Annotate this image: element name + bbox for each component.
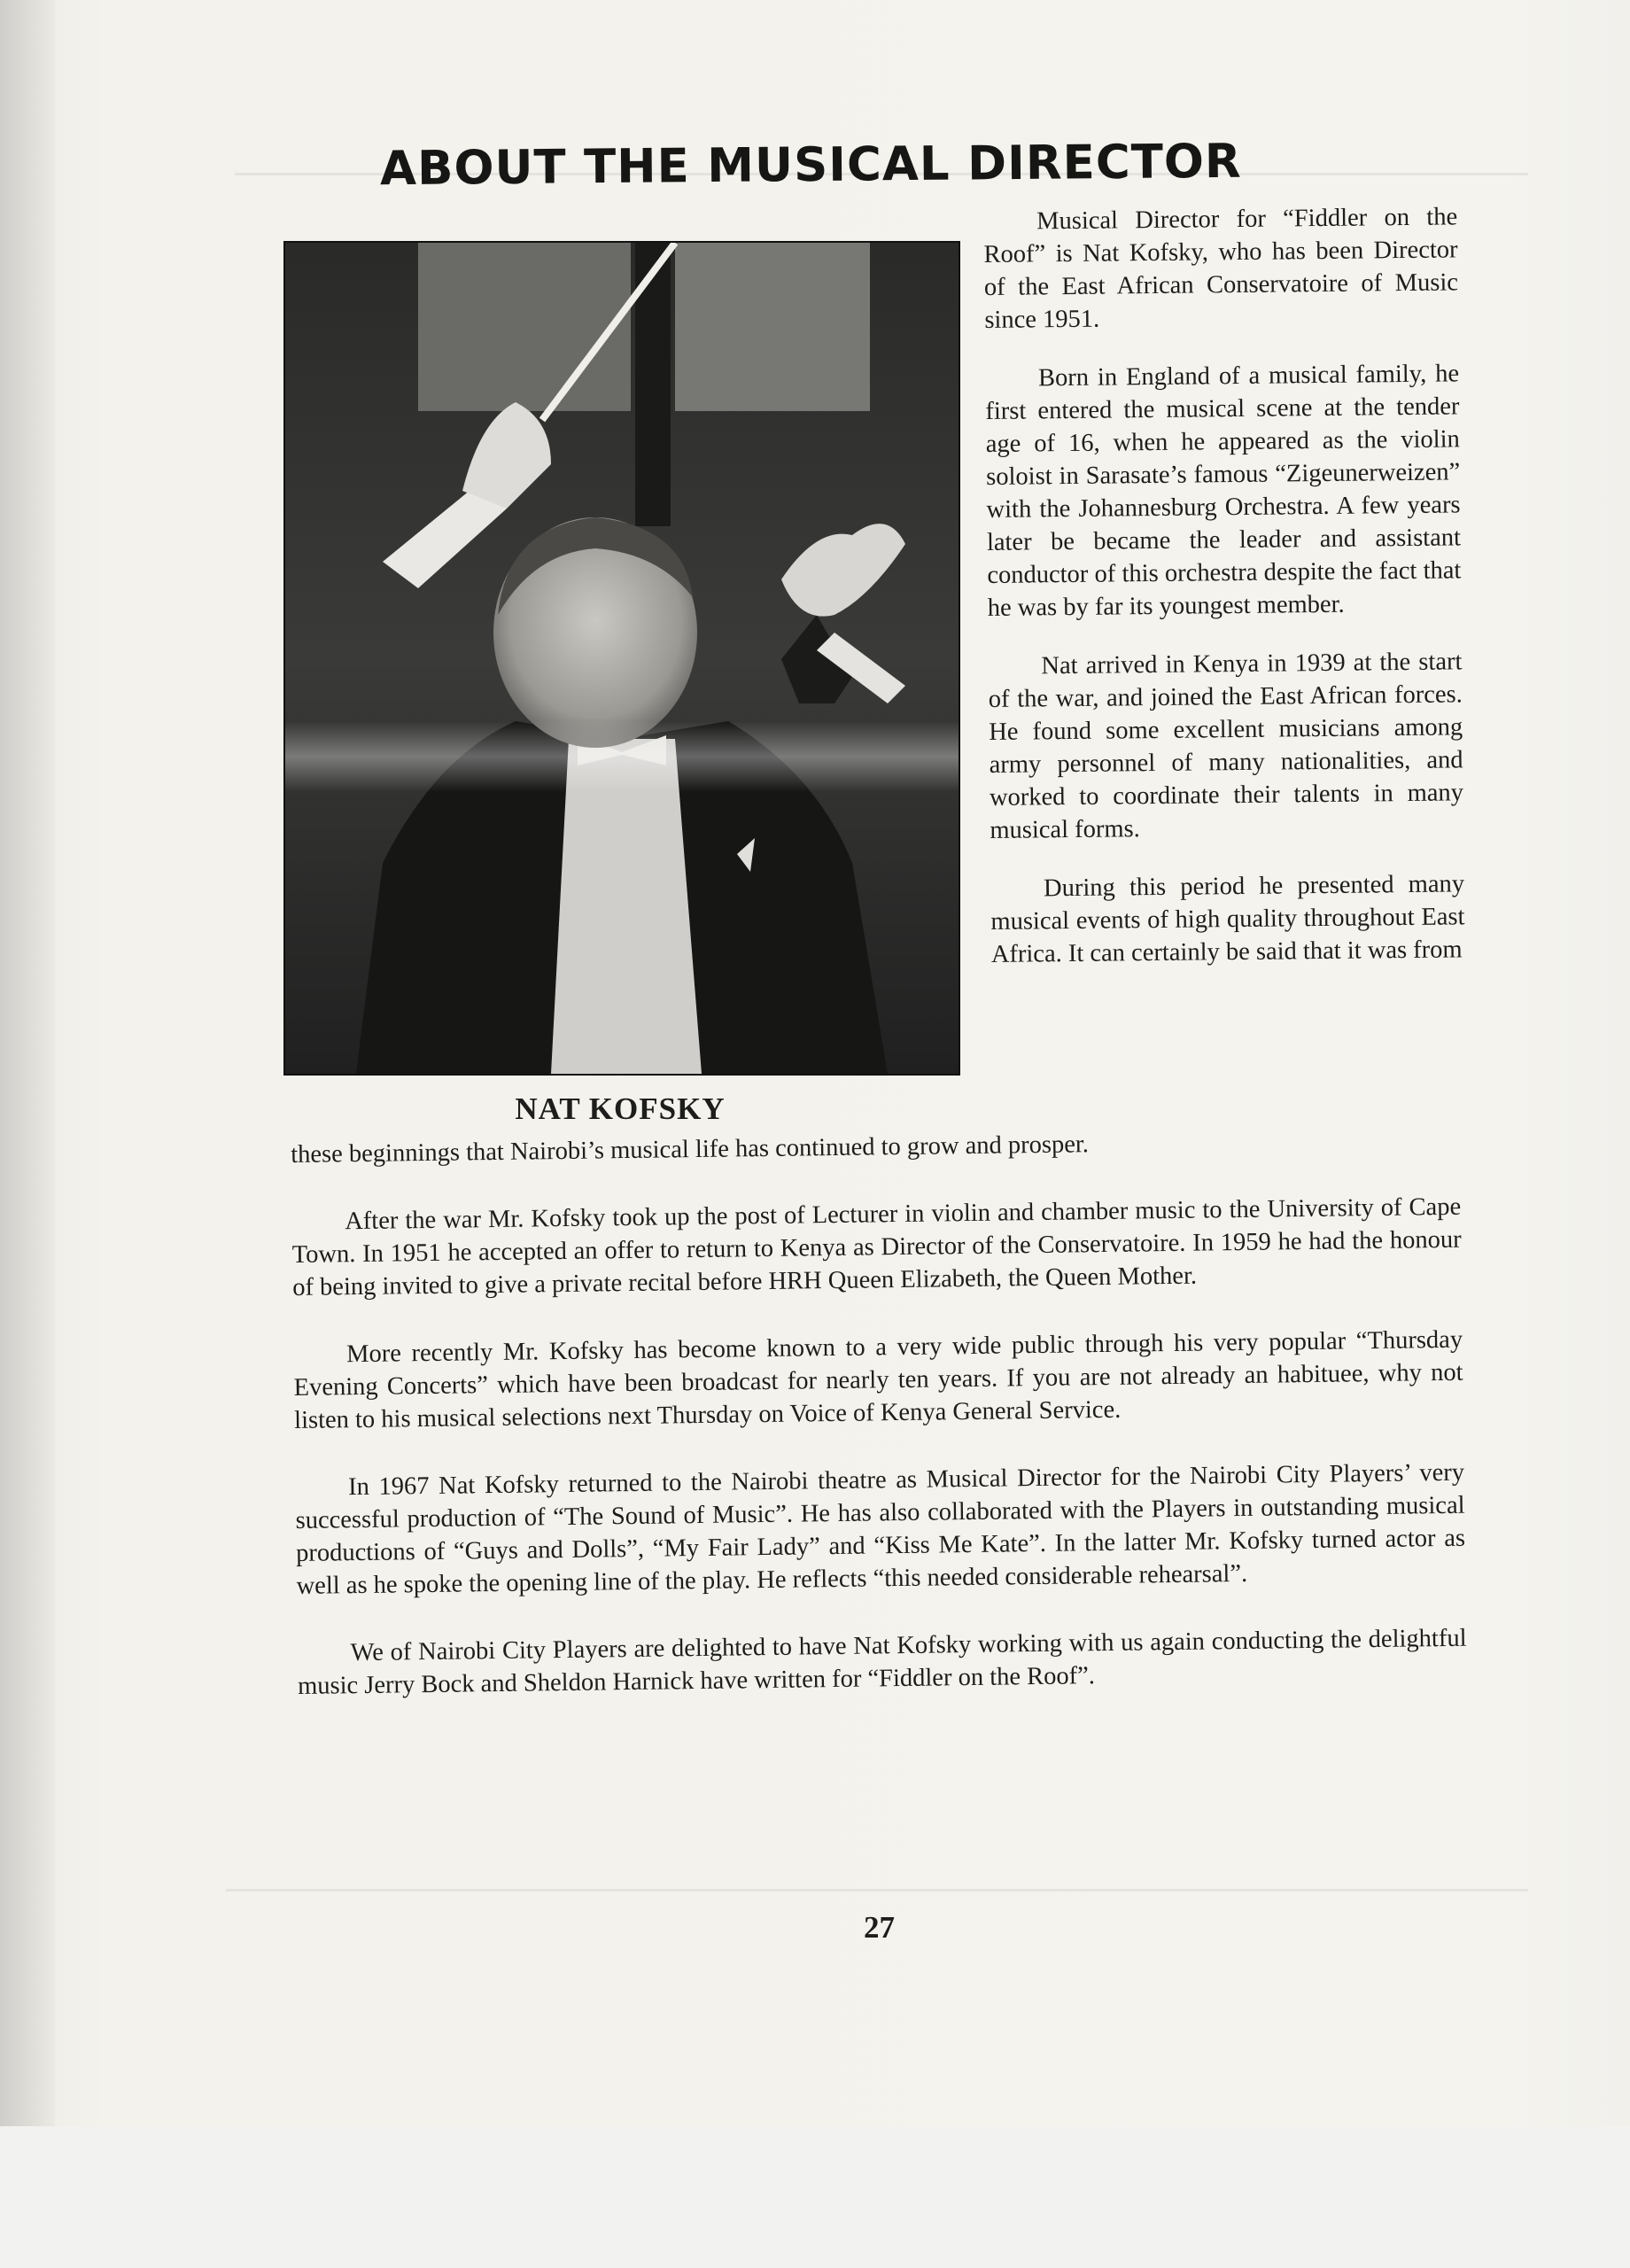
main-paragraph: More recently Mr. Kofsky has become known to a very wide public through his very popular “Thursday Evening Concerts” which have been broadcast for nearly ten years. If you are not already an habituee, why not listen to his musical selections next Thursday on Voice of Kenya General Service. bbox=[293, 1325, 1463, 1434]
page-spine-shadow bbox=[0, 0, 55, 2126]
photo-caption: NAT KOFSKY bbox=[515, 1091, 726, 1126]
main-paragraph: In 1967 Nat Kofsky returned to the Nairobi theatre as Musical Director for the Nairobi City Players’ very successful production of “The Sound of Music”. He has also collaborated with the Players in outstanding musical productions of “Guys and Dolls”, “My Fair Lady” and “Kiss Me Kate”. In the latter Mr. Kofsky turned actor as well as he spoke the opening line of the play. He reflects “this needed considerable rehearsal”. bbox=[295, 1458, 1466, 1600]
side-paragraph: Born in England of a musical family, he first entered the musical scene at the tender age of 16, when he appeared as the violin soloist in Sarasate’s famous “Zigeunerweizen” with the Johannesburg Orchestra. A few years later be became the leader and assistant conductor of this orchestra despite the fact that he was by far its youngest member. bbox=[985, 360, 1462, 622]
main-column bbox=[291, 1123, 1468, 1737]
main-paragraph: these beginnings that Nairobi’s musical life has continued to grow and prosper. bbox=[291, 1130, 1090, 1169]
page-background bbox=[0, 2126, 1630, 2268]
side-paragraph: Musical Director for “Fiddler on the Roof” is Nat Kofsky, who has been Director of the East African Conservatoire of Music since 1951. bbox=[983, 203, 1459, 334]
main-paragraph: After the war Mr. Kofsky took up the post of Lecturer in violin and chamber music to the University of Cape Town. In 1951 he accepted an offer to return to Kenya as Director of the Conservatoire. In 1959 he had the honour of being invited to give a private recital before HRH Queen Elizabeth, the Queen Mother. bbox=[291, 1192, 1462, 1301]
page-title-text: ABOUT THE MUSICAL DIRECTOR bbox=[379, 134, 1242, 197]
side-column bbox=[983, 200, 1465, 997]
conductor-photo bbox=[283, 241, 960, 1076]
show-through-rule-bottom bbox=[226, 1889, 1528, 1891]
conductor-photo-icon bbox=[285, 243, 959, 1074]
page-number: 27 bbox=[864, 1910, 895, 1945]
side-paragraph: During this period he presented many musical events of high quality throughout East Africa. It can certainly be said that it was from bbox=[990, 870, 1465, 968]
side-paragraph: Nat arrived in Kenya in 1939 at the start of the war, and joined the East African forces. He found some excellent musicians among army personnel of many nationalities, and worked to coordinate their talents in many musical forms. bbox=[988, 648, 1464, 844]
page-title bbox=[0, 134, 1630, 197]
main-paragraph: We of Nairobi City Players are delighted to have Nat Kofsky working with us again conducting the delightful music Jerry Bock and Sheldon Harnick have written for “Fiddler on the Roof”. bbox=[297, 1624, 1467, 1700]
